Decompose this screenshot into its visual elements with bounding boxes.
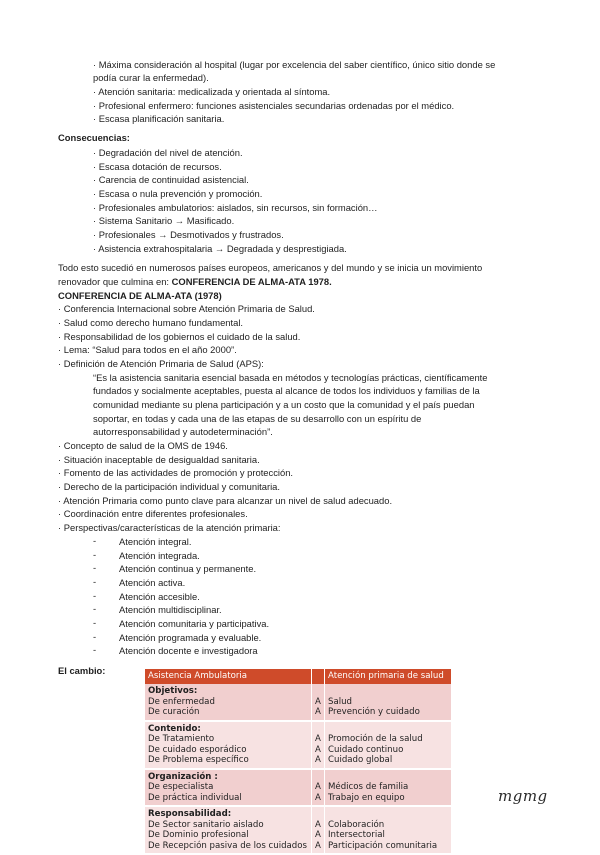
- perspective-item: Atención activa.: [119, 577, 186, 588]
- table-cell-left: [145, 769, 312, 807]
- table-section: [145, 684, 452, 721]
- conference-item: · Fomento de las actividades de promoción y protección.: [58, 467, 294, 478]
- conference-item: · Definición de Atención Primaria de Salud (APS):: [58, 358, 264, 369]
- consequence-item: · Escasa o nula prevención y promoción.: [93, 188, 263, 199]
- conference-item: · Derecho de la participación individual y comunitaria.: [58, 481, 280, 492]
- table-cell-text: Cuidado global: [328, 755, 393, 765]
- comparison-table: [145, 669, 452, 855]
- table-cell-text: Cuidado continuo: [328, 744, 404, 755]
- table-cell-text: De práctica individual: [148, 792, 242, 803]
- section-title: Objetivos:: [148, 686, 198, 696]
- perspective-item: Atención multidisciplinar.: [119, 604, 222, 615]
- conference-heading: CONFERENCIA DE ALMA-ATA (1978): [58, 290, 222, 301]
- section-title: Contenido:: [148, 723, 201, 734]
- consequence-item: · Profesionales ambulatorios: aislados, sin recursos, sin formación…: [93, 202, 378, 213]
- table-cell-text: Trabajo en equipo: [328, 792, 405, 803]
- conference-item: · Coordinación entre diferentes profesionales.: [58, 508, 248, 519]
- consequence-item: · Profesionales → Desmotivados y frustrados.: [93, 229, 284, 240]
- table-cell-text: A: [315, 734, 321, 744]
- conference-item: · Situación inaceptable de desigualdad sanitaria.: [58, 454, 260, 465]
- table-cell-text: De curación: [148, 707, 200, 717]
- summary-line: [58, 275, 332, 289]
- dash-marker: -: [93, 617, 97, 628]
- table-cell-text: De cuidado esporádico: [148, 744, 247, 755]
- perspective-item: Atención comunitaria y participativa.: [119, 618, 270, 629]
- conference-item: · Lema: “Salud para todos en el año 2000”.: [58, 344, 237, 355]
- table-cell-right: [325, 684, 452, 721]
- dash-marker: -: [93, 535, 97, 546]
- aps-definition-quote: comunidad mediante su plena participación y a un costo que la comunidad y el país puedan: [93, 399, 475, 410]
- table-cell-text: De enfermedad: [148, 696, 215, 707]
- table-header-cell: Asistencia Ambulatoria: [145, 669, 312, 684]
- dash-marker: -: [93, 549, 97, 560]
- consequences-heading: Consecuencias:: [58, 132, 130, 143]
- consequence-item: · Asistencia extrahospitalaria → Degradada y desprestigiada.: [93, 243, 347, 254]
- aps-definition-quote: fundados y socialmente aceptables, puesta al alcance de todos los individuos y familias de la: [93, 385, 480, 396]
- summary-line: Todo esto sucedió en numerosos países europeos, americanos y del mundo y se inicia un movimiento: [58, 262, 483, 273]
- handwritten-signature: mgmg: [498, 787, 548, 805]
- table-cell-mid: [312, 721, 325, 769]
- table-header-cell: [312, 669, 325, 684]
- dash-marker: -: [93, 576, 97, 587]
- section-title: Responsabilidad:: [148, 809, 232, 819]
- table-cell-text: De Dominio profesional: [148, 830, 249, 840]
- dash-marker: -: [93, 562, 97, 573]
- dash-marker: -: [93, 603, 97, 614]
- consequence-item: · Escasa dotación de recursos.: [93, 161, 222, 172]
- consequence-item: · Degradación del nivel de atención.: [93, 147, 243, 158]
- conference-item: · Atención Primaria como punto clave para alcanzar un nivel de salud adecuado.: [58, 495, 393, 506]
- table-section: [145, 769, 452, 807]
- table-cell-text: A: [315, 707, 321, 717]
- intro-bullet: · Atención sanitaria: medicalizada y orientada al síntoma.: [93, 86, 331, 97]
- perspective-item: Atención docente e investigadora: [119, 645, 258, 656]
- table-header-row: [145, 669, 452, 684]
- table-section: [145, 721, 452, 769]
- section-title: Organización :: [148, 771, 218, 782]
- table-cell-text: A: [315, 840, 321, 851]
- table-cell-text: A: [315, 819, 321, 830]
- table-cell-text: A: [315, 696, 321, 707]
- conference-item: · Conferencia Internacional sobre Atención Primaria de Salud.: [58, 303, 315, 314]
- change-label: El cambio:: [58, 665, 106, 676]
- table-cell-text: A: [315, 755, 321, 765]
- table-cell-text: Colaboración: [328, 819, 385, 830]
- table-cell-left: [145, 806, 312, 854]
- table-cell-text: Intersectorial: [328, 830, 385, 840]
- perspective-item: Atención integral.: [119, 536, 192, 547]
- table-cell-text: A: [315, 830, 321, 840]
- table-cell-right: [325, 769, 452, 807]
- summary-prefix: renovador que culmina en:: [58, 276, 172, 287]
- table-cell-text: Participación comunitaria: [328, 840, 438, 851]
- table-cell-text: De Recepción pasiva de los cuidados: [148, 840, 307, 851]
- table-cell-text: A: [315, 782, 321, 792]
- table-cell-mid: [312, 769, 325, 807]
- aps-definition-quote: autorresponsabilidad y autodeterminación”.: [93, 426, 273, 437]
- intro-bullet: · Profesional enfermero: funciones asistenciales secundarias ordenadas por el médico.: [93, 100, 455, 111]
- table-cell-text: Promoción de la salud: [328, 734, 423, 744]
- conference-item: · Concepto de salud de la OMS de 1946.: [58, 440, 228, 451]
- table-cell-mid: [312, 684, 325, 721]
- conference-item: · Perspectivas/características de la atención primaria:: [58, 522, 281, 533]
- aps-definition-quote: “Es la asistencia sanitaria esencial basada en métodos y tecnologías prácticas, científicamente: [93, 372, 488, 383]
- table-cell-text: De Problema específico: [148, 755, 249, 765]
- table-cell-text: A: [315, 792, 321, 803]
- perspective-item: Atención continua y permanente.: [119, 563, 257, 574]
- consequence-item: · Sistema Sanitario → Masificado.: [93, 215, 235, 226]
- intro-bullet: · Escasa planificación sanitaria.: [93, 113, 225, 124]
- table-cell-right: [325, 721, 452, 769]
- conference-item: · Responsabilidad de los gobiernos el cuidado de la salud.: [58, 331, 301, 342]
- dash-marker: -: [93, 644, 97, 655]
- table-cell-text: Prevención y cuidado: [328, 707, 420, 717]
- summary-highlight: CONFERENCIA DE ALMA-ATA 1978.: [171, 276, 332, 287]
- table-cell-text: A: [315, 744, 321, 755]
- table-cell-text: De especialista: [148, 782, 214, 792]
- dash-marker: -: [93, 590, 97, 601]
- table-section: [145, 806, 452, 854]
- perspective-item: Atención accesible.: [119, 591, 200, 602]
- perspective-item: Atención integrada.: [119, 550, 200, 561]
- table-cell-text: Médicos de familia: [328, 782, 409, 792]
- dash-marker: -: [93, 631, 97, 642]
- table-header-cell: Atención primaria de salud: [325, 669, 452, 684]
- table-cell-text: De Sector sanitario aislado: [148, 819, 264, 830]
- table-cell-text: Salud: [328, 696, 353, 707]
- aps-definition-quote: soportar, en todas y cada una de las etapas de su desarrollo con un espíritu de: [93, 413, 422, 424]
- table-cell-left: [145, 684, 312, 721]
- intro-bullet: · Máxima consideración al hospital (lugar por excelencia del saber científico, único sitio donde se: [93, 59, 496, 70]
- perspective-item: Atención programada y evaluable.: [119, 632, 262, 643]
- table-cell-mid: [312, 806, 325, 854]
- table-cell-left: [145, 721, 312, 769]
- table-cell-text: De Tratamiento: [148, 734, 215, 744]
- consequence-item: · Carencia de continuidad asistencial.: [93, 174, 249, 185]
- table-cell-right: [325, 806, 452, 854]
- intro-bullet: podía curar la enfermedad).: [93, 72, 209, 83]
- conference-item: · Salud como derecho humano fundamental.: [58, 317, 244, 328]
